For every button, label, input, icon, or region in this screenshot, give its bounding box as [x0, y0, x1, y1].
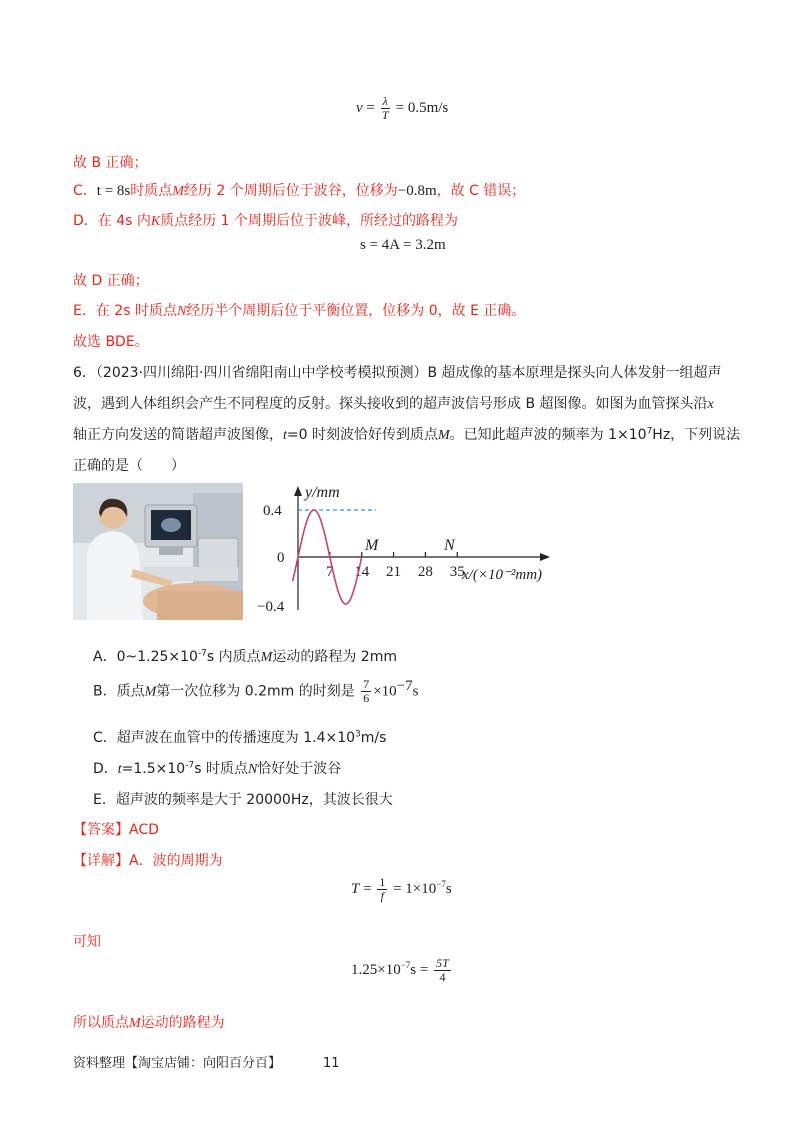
period-formula: T = $\frac{1}{f}$ = $1\times 10^{-7}s$	[351, 875, 452, 903]
option-c-explanation: C．t = 8s时质点M经历 2 个周期后位于波谷，位移为−0.8m，故 C 错误；	[73, 183, 526, 199]
x-axis-label: x/(×10⁻²mm)	[462, 567, 543, 583]
option-e: E．超声波的频率是大于 20000Hz，其波长很大	[93, 792, 393, 808]
x-tick-label: 21	[386, 564, 402, 580]
x-axis-arrow	[540, 553, 550, 561]
point-n-label: N	[444, 537, 455, 554]
velocity-formula: v = $\frac{\lambda}{T}$ = 0.5m/s	[356, 94, 449, 122]
y-tick-label: −0.4	[257, 599, 285, 615]
footer: 资料整理【淘宝店铺：向阳百分百】 11	[73, 1056, 340, 1071]
option-d: D．$t=1.5\times 10^{-7}s$ 时质点N恰好处于波谷	[93, 760, 342, 777]
d-correct-line: 故 D 正确；	[73, 273, 149, 289]
option-b: B．质点M第一次位移为 0.2mm 的时刻是 $\frac{7}{6}$ $\times 10^{-7}s$	[93, 677, 419, 706]
time-formula: $1.25\times 10^{-7}s$ = $\frac{5T}{4}$	[351, 956, 449, 984]
choose-answer-line: 故选 BDE。	[73, 334, 149, 350]
kezhi-line: 可知	[73, 934, 101, 950]
x-tick-label: 28	[417, 564, 433, 580]
option-a: A．$0\sim 1.25\times 10^{-7}s$ 内质点M运动的路程为 2mm	[93, 648, 397, 665]
x-tick-label: 14	[354, 564, 370, 580]
question-6-line-3: 轴正方向发送的简谐超声波图像，t=0 时刻波恰好传到质点M。已知此超声波的频率为 $1\times 10^7Hz$，下列说法	[73, 426, 741, 443]
option-c: C．超声波在血管中的传播速度为 $1.4\times 10^3m/s$	[93, 729, 387, 746]
last-line: 所以质点M运动的路程为	[73, 1015, 225, 1031]
ultrasound-photo	[73, 483, 243, 620]
point-m-label: M	[365, 537, 379, 554]
question-6-line-2: 波，遇到人体组织会产生不同程度的反射。探头接收到的超声波信号形成 B 超图像。如图为血管探头沿x	[73, 396, 714, 412]
y-axis-label: y/mm	[305, 484, 340, 501]
answer-line: 【答案】ACD	[73, 822, 159, 838]
x-tick-label: 7	[326, 564, 334, 580]
b-correct-line: 故 B 正确；	[73, 155, 148, 171]
wave-graph	[255, 480, 565, 620]
y-tick-label: 0	[277, 550, 285, 566]
x-tick-label: 35	[449, 564, 465, 580]
option-d-explanation: D．在 4s 内K质点经历 1 个周期后位于波峰，所经过的路程为	[73, 213, 459, 229]
question-6-line-4: 正确的是（ ）	[73, 458, 185, 474]
detail-line: 【详解】A．波的周期为	[73, 853, 223, 869]
option-e-explanation: E．在 2s 时质点N经历半个周期后位于平衡位置，位移为 0，故 E 正确。	[73, 303, 526, 319]
page-number: 11	[323, 1056, 340, 1071]
distance-formula: s = 4A = 3.2m	[360, 237, 446, 253]
question-6-line-1: 6．（2023·四川绵阳·四川省绵阳南山中学校考模拟预测）B 超成像的基本原理是探头向人体发射一组超声	[73, 365, 722, 381]
y-axis-arrow	[294, 486, 302, 496]
y-tick-label: 0.4	[263, 503, 282, 519]
